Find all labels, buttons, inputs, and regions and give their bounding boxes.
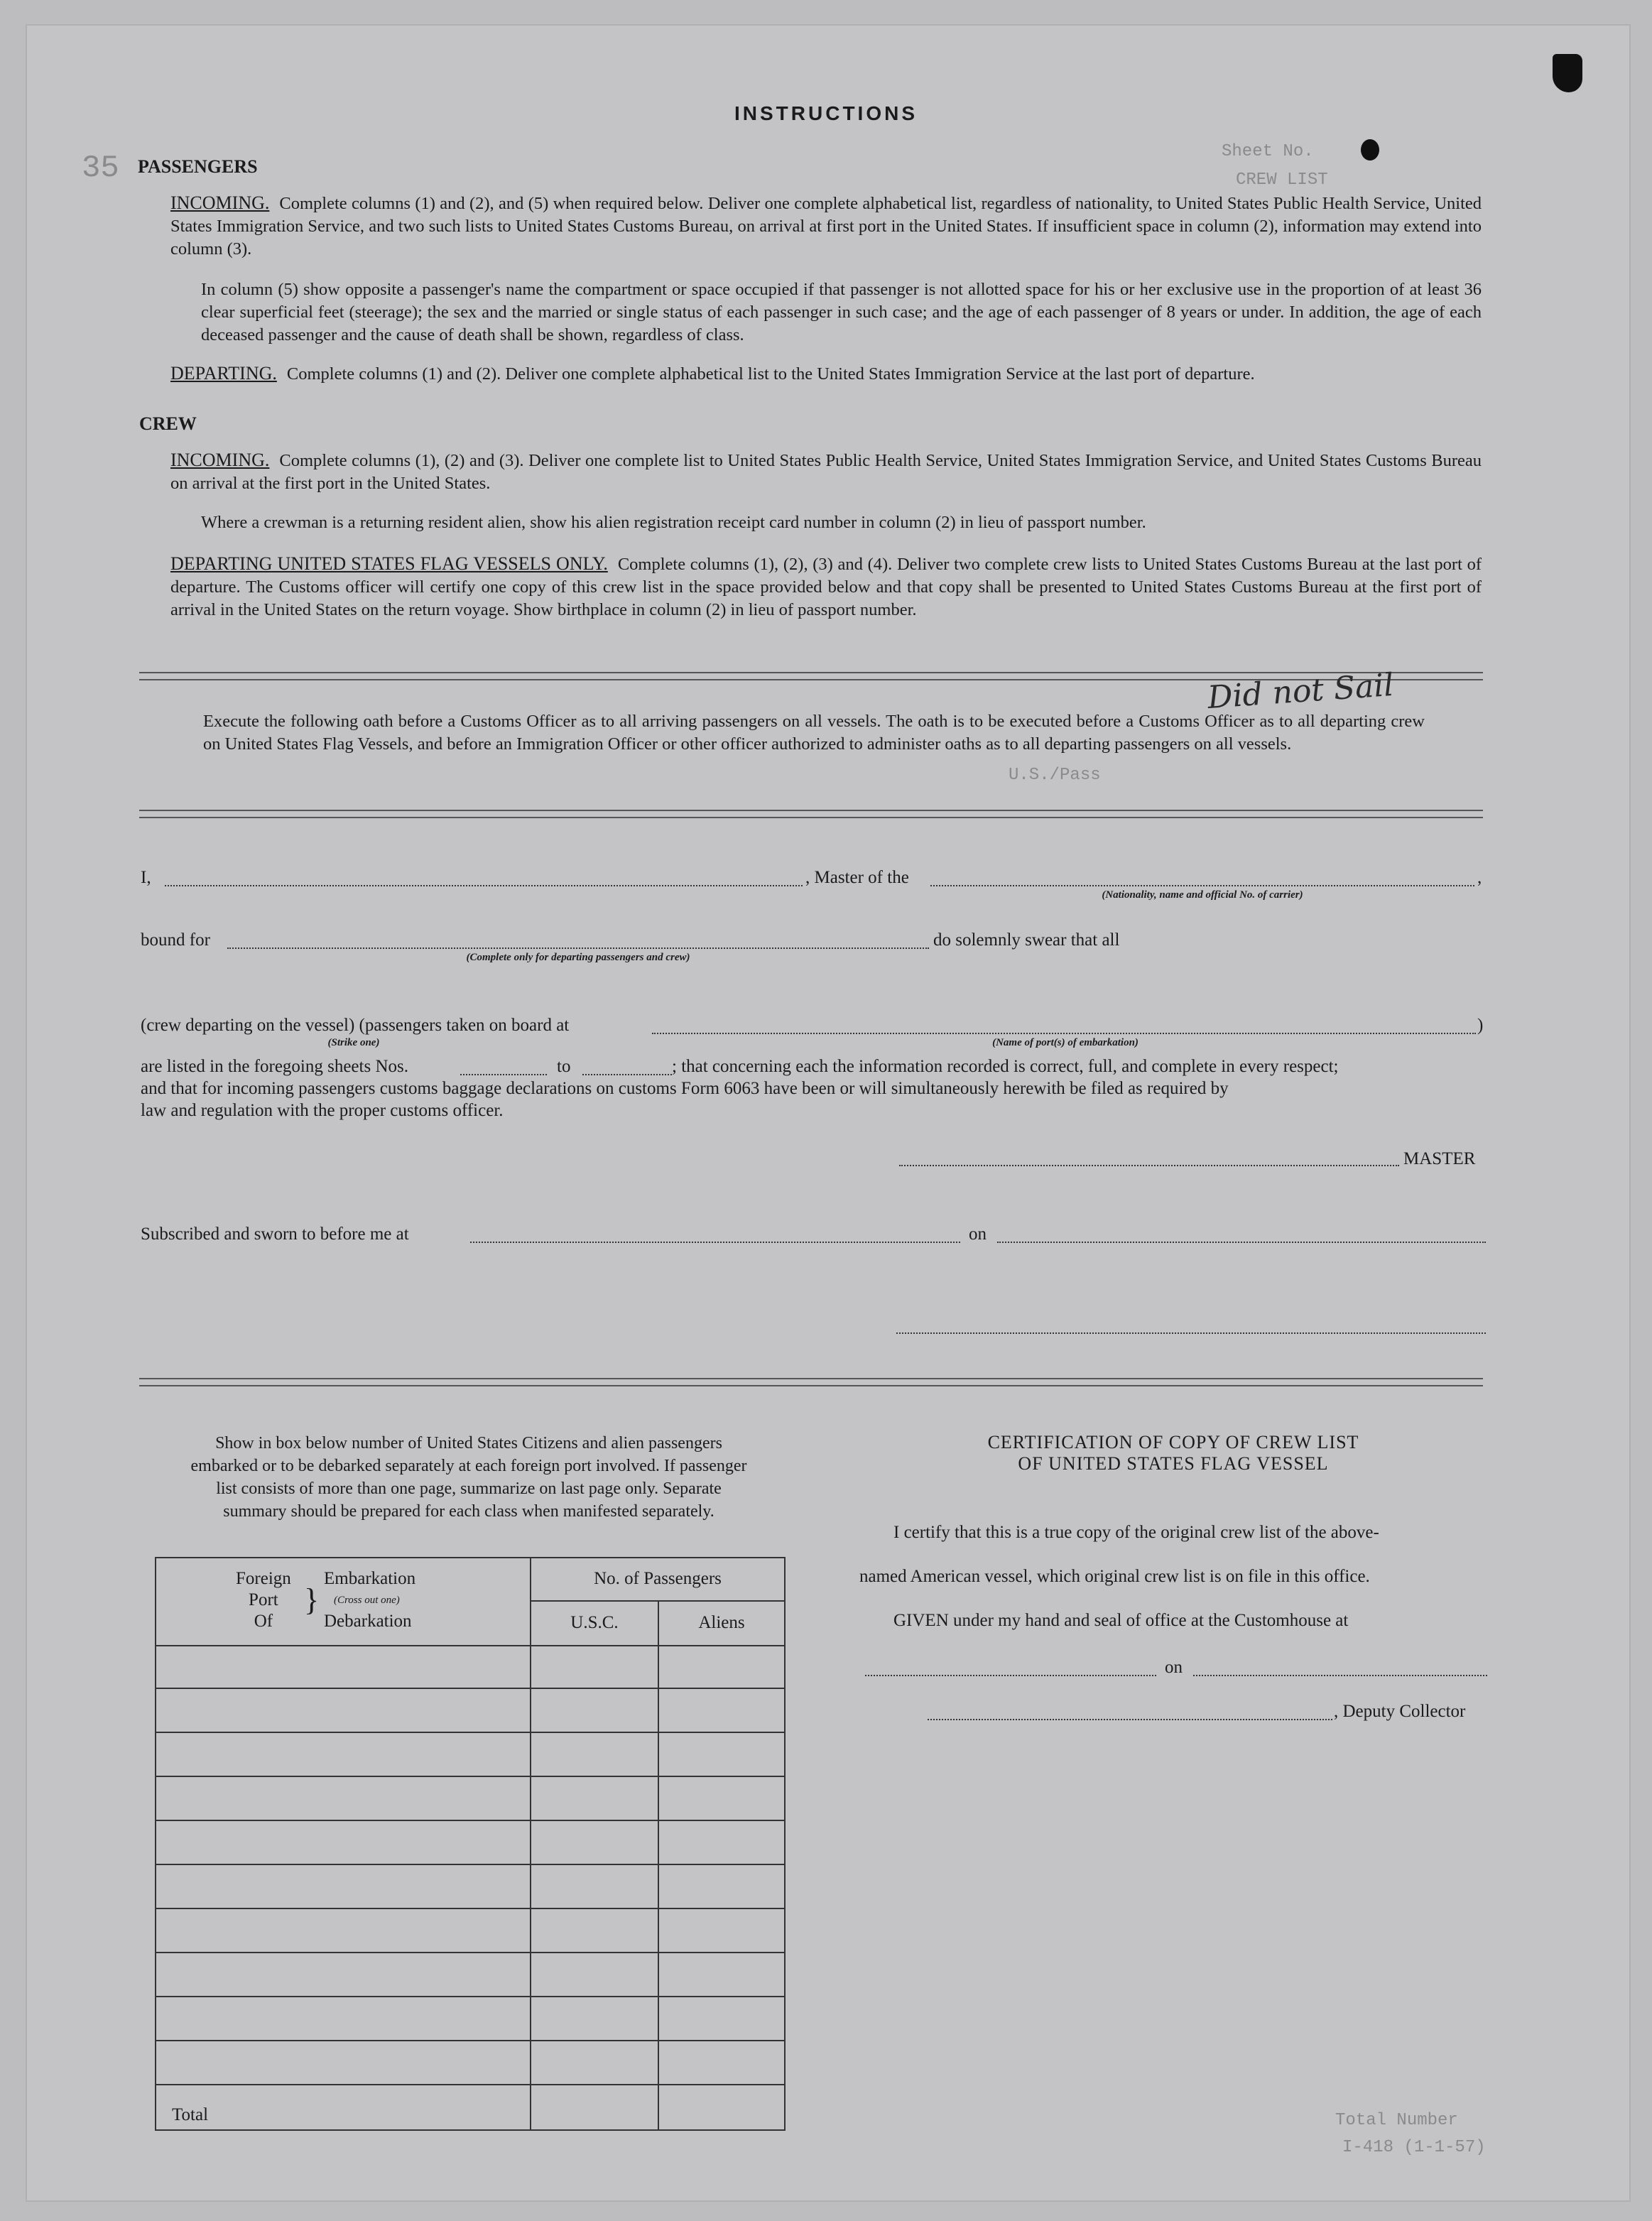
bleed-text-sheet: Sheet No. <box>1222 142 1314 161</box>
table-row <box>156 1646 785 1688</box>
oath-comma: , <box>1477 868 1482 887</box>
port-cell[interactable] <box>156 1776 531 1820</box>
certification-title-line1: CERTIFICATION OF COPY OF CREW LIST <box>987 1432 1359 1452</box>
total-aliens-cell[interactable] <box>658 2085 785 2130</box>
oath-bound-for: bound for <box>141 930 210 950</box>
certification-on-label: on <box>1165 1658 1183 1677</box>
certification-date-field[interactable] <box>1193 1675 1487 1676</box>
usc-cell[interactable] <box>531 1732 658 1776</box>
crew-departing <box>170 553 1482 621</box>
carrier-caption: (Nationality, name and official No. of carrier) <box>1102 889 1303 901</box>
certify-line1: I certify that this is a true copy of the original crew list of the above- <box>893 1523 1379 1542</box>
crew-heading: CREW <box>139 413 197 434</box>
passengers-incoming <box>170 192 1482 261</box>
bleed-text-crew-list: CREW LIST <box>1236 170 1328 190</box>
deputy-collector-label: , Deputy Collector <box>1334 1702 1466 1721</box>
carrier-field[interactable] <box>930 885 1474 886</box>
oath-line3: law and regulation with the proper customs officer. <box>141 1101 504 1120</box>
deputy-collector-signature-field[interactable] <box>928 1719 1332 1720</box>
crew-incoming-label: INCOMING. <box>170 450 270 470</box>
no-passengers-header: No. of Passengers <box>531 1558 785 1601</box>
divider-3 <box>139 1378 1483 1386</box>
usc-cell[interactable] <box>531 1953 658 1997</box>
oath-listed-prefix: are listed in the foregoing sheets Nos. <box>141 1057 408 1076</box>
aliens-cell[interactable] <box>658 1997 785 2041</box>
crew-resident-alien: Where a crewman is a returning resident alien, show his alien registration receipt card number in column (2) in lieu of passport number. <box>201 513 1146 532</box>
foreign-label: Foreign <box>236 1569 291 1588</box>
divider-2 <box>139 810 1483 818</box>
passengers-incoming-text: Complete columns (1) and (2), and (5) when required below. Deliver one complete alphabetical list, regardless of nationality, to United States Public Health Service, United States Immigration Service, and two such lists to United States Customs Bureau, on arrival at first port in the United States. If insufficient space in column (2), information may extend into column (3). <box>170 194 1482 259</box>
embarkation-port-field[interactable] <box>652 1033 1476 1034</box>
aliens-cell[interactable] <box>658 1646 785 1688</box>
bleed-text-total: Total Number <box>1335 2111 1458 2130</box>
oath-i-label: I, <box>141 868 151 887</box>
usc-header: U.S.C. <box>531 1601 658 1646</box>
summary-instructions: Show in box below number of United States Citizens and alien passengers embarked or to be debarked separately at each foreign port involved. If passenger list consists of more than one page, summarize on last page only. Separate summary should be prepared for each class when manifested separately. <box>190 1434 747 1521</box>
port-label-stack <box>236 1568 291 1632</box>
total-label: Total <box>156 2085 531 2130</box>
certification-title-line2: OF UNITED STATES FLAG VESSEL <box>1018 1453 1329 1474</box>
passengers-departing <box>170 362 1482 386</box>
port-caption: (Name of port(s) of embarkation) <box>992 1037 1139 1048</box>
table-row <box>156 1953 785 1997</box>
oath-listed-to: to <box>557 1057 571 1076</box>
usc-cell[interactable] <box>531 1646 658 1688</box>
table-row <box>156 1776 785 1820</box>
total-usc-cell[interactable] <box>531 2085 658 2130</box>
passenger-summary-table <box>155 1557 786 2131</box>
port-cell[interactable] <box>156 1732 531 1776</box>
usc-cell[interactable] <box>531 1908 658 1953</box>
table-row <box>156 1688 785 1732</box>
table-row <box>156 1997 785 2041</box>
table-header-row-1 <box>156 1558 785 1601</box>
given-line: GIVEN under my hand and seal of office at the Customhouse at <box>893 1611 1349 1630</box>
master-name-field[interactable] <box>165 885 803 886</box>
port-cell[interactable] <box>156 1646 531 1688</box>
ink-blot-hole <box>1361 139 1379 161</box>
port-cell[interactable] <box>156 2041 531 2085</box>
embarkation-label: Embarkation <box>324 1569 416 1588</box>
of-label: Of <box>254 1612 273 1631</box>
sworn-date-field[interactable] <box>997 1242 1486 1243</box>
sheet-to-field[interactable] <box>582 1074 672 1075</box>
usc-cell[interactable] <box>531 2041 658 2085</box>
port-cell[interactable] <box>156 1820 531 1864</box>
port-label: Port <box>249 1590 278 1609</box>
crew-departing-text: Complete columns (1), (2), (3) and (4). Deliver two complete crew lists to United States Customs Bureau at the last port of departure. The Customs officer will certify one copy of this crew list in the space provided below and that copy shall be presented to United States Customs Bureau at the first port of arrival in the United States on the return voyage. Show birthplace in column (2) in lieu of passport number. <box>170 555 1482 619</box>
table-row <box>156 1908 785 1953</box>
customhouse-field[interactable] <box>865 1675 1156 1676</box>
passengers-departing-label: DEPARTING. <box>170 363 277 384</box>
port-cell[interactable] <box>156 1908 531 1953</box>
oath-crew-passengers: (crew departing on the vessel) (passengers taken on board at <box>141 1016 570 1035</box>
total-row <box>156 2085 785 2130</box>
page-number: 35 <box>82 151 119 186</box>
strike-one-caption: (Strike one) <box>327 1037 380 1048</box>
bound-for-field[interactable] <box>227 947 929 949</box>
certification-title <box>874 1432 1473 1475</box>
handwritten-did-not-sail: Did not Sail <box>1206 666 1395 717</box>
oath-close-paren: ) <box>1477 1016 1484 1035</box>
usc-cell[interactable] <box>531 1997 658 2041</box>
certify-line2: named American vessel, which original crew list is on file in this office. <box>859 1567 1370 1586</box>
usc-cell[interactable] <box>531 1688 658 1732</box>
port-cell[interactable] <box>156 1864 531 1908</box>
usc-cell[interactable] <box>531 1864 658 1908</box>
ink-blot-corner <box>1553 54 1582 92</box>
aliens-header: Aliens <box>658 1601 785 1646</box>
crew-departing-label: DEPARTING UNITED STATES FLAG VESSELS ONLY. <box>170 553 608 574</box>
port-cell[interactable] <box>156 1953 531 1997</box>
table-row <box>156 1820 785 1864</box>
aliens-cell[interactable] <box>658 1864 785 1908</box>
usc-cell[interactable] <box>531 1776 658 1820</box>
oath-intro: Execute the following oath before a Customs Officer as to all arriving passengers on all vessels. The oath is to be executed before a Customs Officer as to all departing crew on United States Flag Vessels, and before an Immigration Officer or other officer authorized to administer oaths as to all departing passengers on all vessels. <box>203 712 1425 754</box>
oath-master-of: , Master of the <box>805 868 909 887</box>
crew-incoming <box>170 449 1482 495</box>
bound-caption: (Complete only for departing passengers and crew) <box>466 952 690 963</box>
aliens-cell[interactable] <box>658 1820 785 1864</box>
cross-out-label: (Cross out one) <box>334 1595 400 1606</box>
passengers-heading: PASSENGERS <box>138 156 258 177</box>
bleed-text-form: I-418 (1-1-57) <box>1342 2138 1486 2157</box>
subscribed-label: Subscribed and sworn to before me at <box>141 1224 409 1244</box>
master-signature-field[interactable] <box>899 1165 1399 1166</box>
aliens-cell[interactable] <box>658 1732 785 1776</box>
port-cell[interactable] <box>156 1688 531 1732</box>
officer-signature-field[interactable] <box>896 1332 1486 1334</box>
table-row <box>156 2041 785 2085</box>
passengers-column5: In column (5) show opposite a passenger's name the compartment or space occupied if that passenger is not allotted space for his or her exclusive use in the proportion of at least 36 clear superficial feet (steerage); the sex and the married or single status of each passenger in such case; and the age of each passenger of 8 years or under. In addition, the age of each deceased passenger and the cause of death shall be shown, regardless of class. <box>201 280 1482 344</box>
master-label: MASTER <box>1403 1149 1476 1168</box>
sworn-place-field[interactable] <box>470 1242 960 1243</box>
table-row <box>156 1732 785 1776</box>
aliens-cell[interactable] <box>658 1953 785 1997</box>
crew-incoming-text: Complete columns (1), (2) and (3). Deliver one complete list to United States Public Health Service, United States Immigration Service, and United States Customs Bureau on arrival at the first port in the United States. <box>170 451 1482 493</box>
port-cell[interactable] <box>156 1997 531 2041</box>
port-header-cell <box>156 1558 531 1646</box>
sheet-from-field[interactable] <box>460 1074 547 1075</box>
aliens-cell[interactable] <box>658 2041 785 2085</box>
sworn-on-label: on <box>969 1224 987 1244</box>
aliens-cell[interactable] <box>658 1908 785 1953</box>
oath-line2: and that for incoming passengers customs baggage declarations on customs Form 6063 have been or will simultaneously herewith be filed as required by <box>141 1079 1229 1098</box>
brace-glyph: } <box>304 1582 320 1617</box>
aliens-cell[interactable] <box>658 1688 785 1732</box>
embark-label-stack <box>324 1568 415 1632</box>
table-row <box>156 1864 785 1908</box>
oath-swear: do solemnly swear that all <box>933 930 1120 950</box>
oath-listed-suffix: ; that concerning each the information recorded is correct, full, and complete in every respect; <box>672 1057 1339 1076</box>
bleed-text-pass: U.S./Pass <box>1009 766 1101 785</box>
aliens-cell[interactable] <box>658 1776 785 1820</box>
passengers-incoming-label: INCOMING. <box>170 192 270 213</box>
passengers-departing-text: Complete columns (1) and (2). Deliver one complete alphabetical list to the United States Immigration Service at the last port of departure. <box>286 364 1255 384</box>
page-title: INSTRUCTIONS <box>734 102 918 124</box>
usc-cell[interactable] <box>531 1820 658 1864</box>
debarkation-label: Debarkation <box>324 1612 412 1631</box>
